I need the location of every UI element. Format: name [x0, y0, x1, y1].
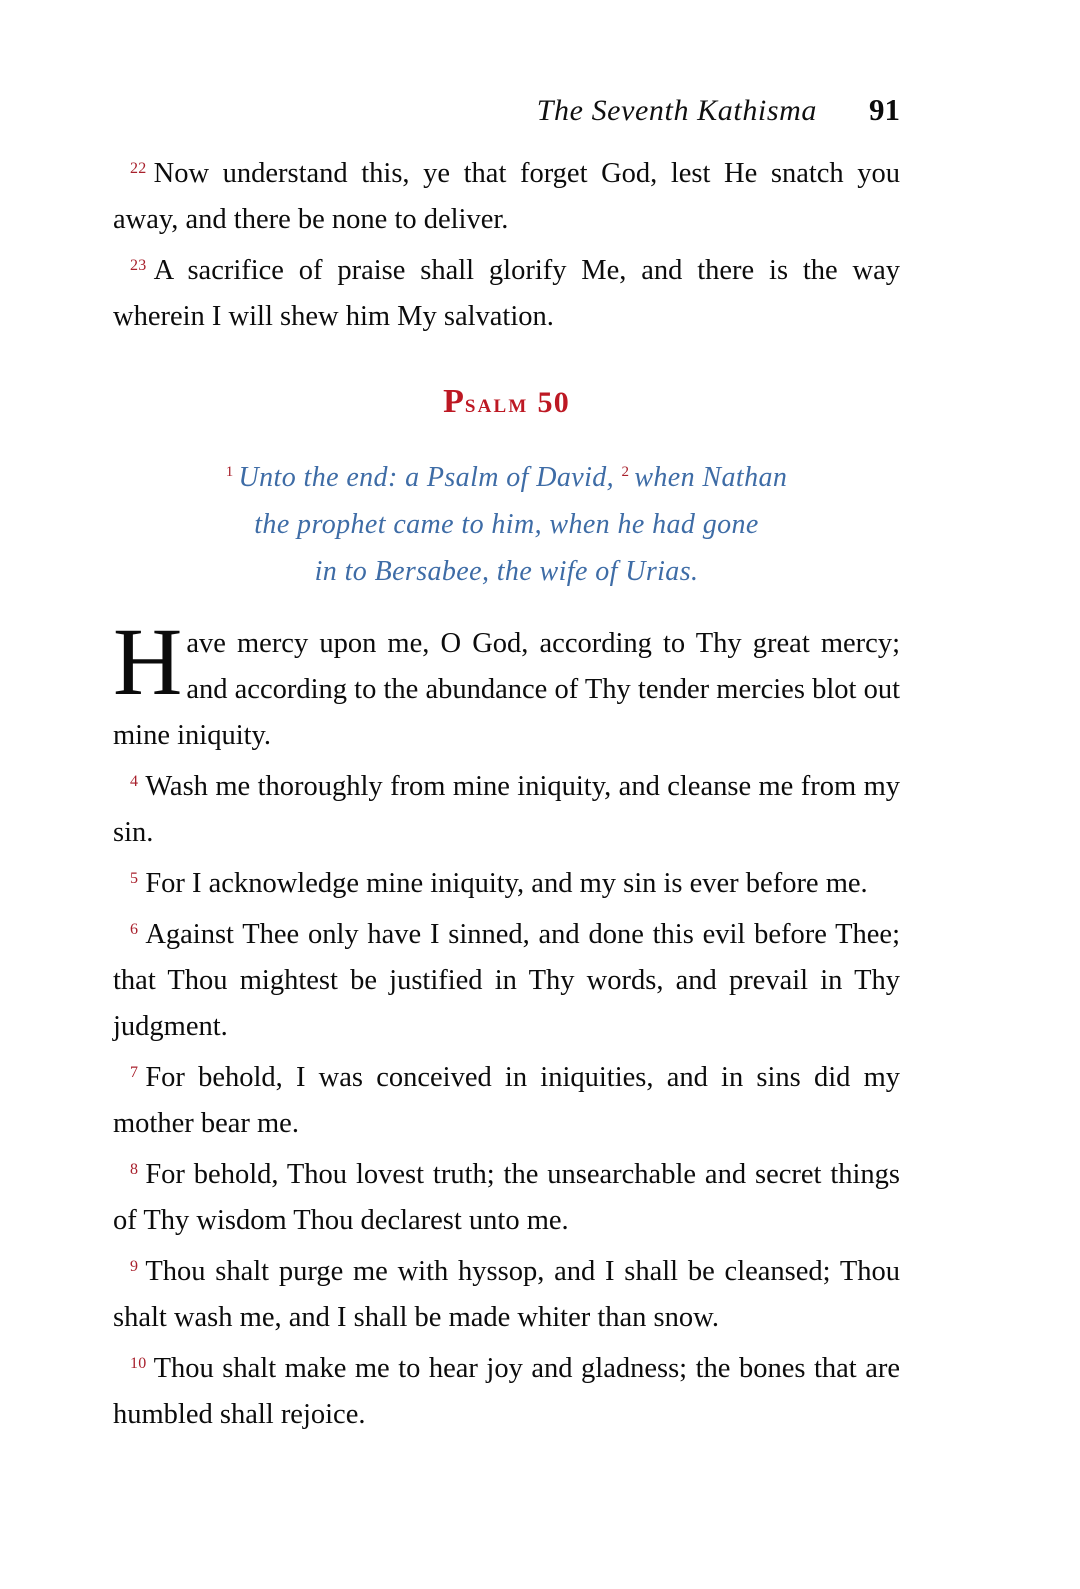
- verse-number: 9: [130, 1258, 139, 1275]
- verse-paragraph: [113, 759, 900, 856]
- verse-paragraph: [113, 1147, 900, 1244]
- running-head: [113, 92, 900, 136]
- verse-text: For I acknowledge mine iniquity, and my sin is ever before me.: [145, 868, 868, 899]
- verse-number: 6: [130, 921, 139, 938]
- verse-text: Now understand this, ye that forget God, lest He snatch you away, and there be none to deliver.: [113, 158, 900, 235]
- verse-number: 10: [130, 1355, 147, 1372]
- page-number: 91: [869, 92, 900, 127]
- verse-text: Wash me thoroughly from mine iniquity, and cleanse me from my sin.: [113, 771, 900, 848]
- psalm-heading-number: 50: [537, 386, 570, 419]
- verse-paragraph: [113, 1050, 900, 1147]
- verse-number: 4: [130, 773, 139, 790]
- verse-number: 8: [130, 1161, 139, 1178]
- opening-verse-text: ave mercy upon me, O God, according to Thy great mercy; and according to the abundance of Thy tender mercies blot out mine iniquity.: [113, 628, 900, 751]
- verse-number: 7: [130, 1064, 139, 1081]
- verse-paragraph: [113, 243, 900, 340]
- verse-text: For behold, Thou lovest truth; the unsearchable and secret things of Thy wisdom Thou declarest unto me.: [113, 1159, 900, 1236]
- psalm-heading-initial: P: [443, 383, 465, 420]
- drop-cap: H: [113, 608, 183, 715]
- verse-paragraph: [113, 146, 900, 243]
- superscription-segment-1: Unto the end: a Psalm of David,: [238, 462, 615, 493]
- verse-paragraph: [113, 907, 900, 1050]
- verse-number: 23: [130, 257, 147, 274]
- psalm-heading-word: salm: [464, 388, 529, 418]
- verse-text: Thou shalt make me to hear joy and gladness; the bones that are humbled shall rejoice.: [113, 1353, 900, 1430]
- psalm-heading: [113, 382, 900, 423]
- opening-verse-paragraph: [113, 608, 900, 759]
- verse-text: A sacrifice of praise shall glorify Me, and there is the way wherein I will shew him My salvation.: [113, 255, 900, 332]
- psalm-superscription: [113, 449, 900, 595]
- superscription-line-3: in to Bersabee, the wife of Urias.: [314, 556, 699, 587]
- verse-number: 2: [621, 464, 630, 480]
- verse-text: Thou shalt purge me with hyssop, and I shall be cleansed; Thou shalt wash me, and I shall be made whiter than snow.: [113, 1256, 900, 1333]
- superscription-segment-2: when Nathan: [634, 462, 788, 493]
- superscription-line-2: the prophet came to him, when he had gone: [254, 509, 759, 540]
- text-column: [113, 146, 900, 1438]
- running-head-title: The Seventh Kathisma: [536, 94, 817, 127]
- superscription-line-1: [113, 449, 900, 501]
- verse-paragraph: [113, 1244, 900, 1341]
- verse-number: 5: [130, 870, 139, 887]
- verse-number: 1: [225, 464, 234, 480]
- verse-text: Against Thee only have I sinned, and done this evil before Thee; that Thou mightest be justified in Thy words, and prevail in Thy judgment.: [113, 919, 900, 1042]
- verse-paragraph: [113, 1341, 900, 1438]
- verse-number: 22: [130, 160, 147, 177]
- verse-paragraph: [113, 856, 900, 907]
- verse-text: For behold, I was conceived in iniquities, and in sins did my mother bear me.: [113, 1062, 900, 1139]
- psalm-body: [113, 608, 900, 1438]
